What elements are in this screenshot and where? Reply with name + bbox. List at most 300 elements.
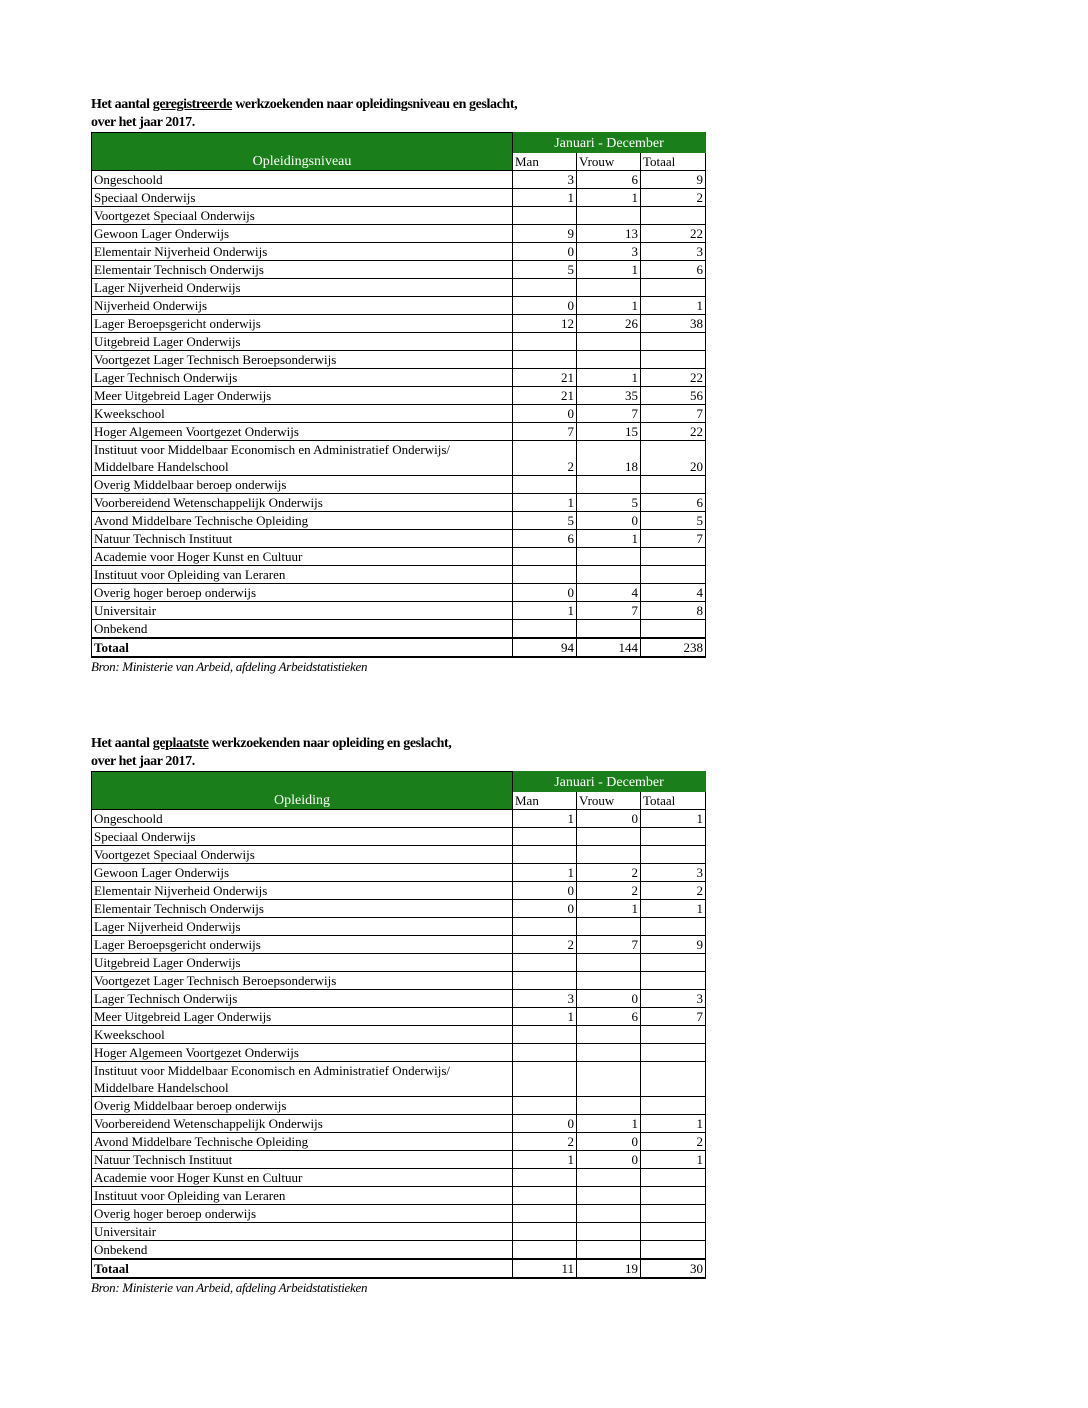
cell-totaal [641,954,706,972]
table-row [92,566,706,584]
row-label [92,810,513,828]
row-label [92,189,513,207]
total-row [92,638,706,657]
cell-totaal: 7 [641,530,706,548]
cell-man: 3 [513,171,577,189]
row-label [92,297,513,315]
cell-totaal [641,333,706,351]
cell-man: 0 [513,584,577,602]
table-row [92,351,706,369]
cell-totaal: 8 [641,602,706,620]
row-label [92,405,513,423]
cell-man: 6 [513,530,577,548]
row-label-text: Instituut voor Opleiding van Leraren [94,1188,286,1203]
row-label-text: Onbekend [94,1242,148,1257]
cell-totaal: 3 [641,864,706,882]
row-label [92,207,513,225]
cell-totaal [641,1044,706,1062]
row-label [92,1187,513,1205]
cell-totaal: 6 [641,494,706,512]
table-row [92,548,706,566]
total-label: Totaal [92,1259,513,1278]
cell-totaal: 1 [641,900,706,918]
cell-man [513,954,577,972]
row-label-text: Hoger Algemeen Voortgezet Onderwijs [94,1045,299,1060]
row-label-text: Voorbereidend Wetenschappelijk Onderwijs [94,495,323,510]
cell-man: 1 [513,1151,577,1169]
table-row [92,189,706,207]
table-row [92,225,706,243]
total-row [92,1259,706,1278]
cell-vrouw [577,566,641,584]
cell-totaal: 3 [641,243,706,261]
cell-vrouw: 1 [577,297,641,315]
row-label [92,1026,513,1044]
cell-totaal [641,620,706,639]
cell-totaal [641,1223,706,1241]
cell-vrouw: 7 [577,405,641,423]
row-label-text-line2: Middelbare Handelschool [94,459,229,474]
cell-totaal: 9 [641,171,706,189]
cell-vrouw: 7 [577,936,641,954]
cell-totaal [641,351,706,369]
cell-vrouw [577,1062,641,1097]
row-label [92,936,513,954]
row-label [92,1241,513,1260]
cell-vrouw [577,954,641,972]
row-label-text: Natuur Technisch Instituut [94,1152,233,1167]
table1-body [92,133,706,658]
cell-man [513,1205,577,1223]
table-row [92,1026,706,1044]
table2-body [92,772,706,1279]
cell-vrouw: 15 [577,423,641,441]
row-label [92,261,513,279]
cell-man [513,1223,577,1241]
table-row [92,1151,706,1169]
row-label [92,972,513,990]
cell-vrouw [577,846,641,864]
cell-man: 9 [513,225,577,243]
table-row [92,333,706,351]
table-row [92,1097,706,1115]
table2-col-man: Man [513,792,577,810]
row-label [92,494,513,512]
row-label [92,351,513,369]
total-man: 11 [513,1259,577,1278]
cell-totaal: 4 [641,584,706,602]
cell-vrouw [577,1097,641,1115]
cell-vrouw [577,1223,641,1241]
row-label-text: Avond Middelbare Technische Opleiding [94,1134,309,1149]
cell-man: 1 [513,810,577,828]
cell-totaal: 56 [641,387,706,405]
table-row [92,810,706,828]
row-label-text: Overig hoger beroep onderwijs [94,585,257,600]
cell-man [513,279,577,297]
table-row [92,828,706,846]
table2 [91,771,706,1279]
table-row [92,1133,706,1151]
row-label-text: Instituut voor Middelbaar Economisch en Administratief Onderwijs/ [94,442,450,457]
cell-vrouw [577,333,641,351]
cell-man: 2 [513,441,577,476]
row-label [92,512,513,530]
cell-vrouw [577,207,641,225]
cell-vrouw: 0 [577,990,641,1008]
cell-totaal: 2 [641,1133,706,1151]
table-row [92,387,706,405]
cell-vrouw: 7 [577,602,641,620]
cell-totaal: 20 [641,441,706,476]
cell-man: 7 [513,423,577,441]
cell-man: 3 [513,990,577,1008]
row-label-text: Instituut voor Middelbaar Economisch en Administratief Onderwijs/ [94,1063,450,1078]
row-label-text: Overig Middelbaar beroep onderwijs [94,1098,287,1113]
row-label [92,530,513,548]
row-label [92,333,513,351]
cell-vrouw: 2 [577,864,641,882]
table-row [92,972,706,990]
table-row [92,207,706,225]
cell-man: 0 [513,882,577,900]
cell-vrouw: 26 [577,315,641,333]
table-row [92,297,706,315]
cell-vrouw: 13 [577,225,641,243]
row-label-text: Kweekschool [94,406,165,421]
row-label [92,1044,513,1062]
table-row [92,918,706,936]
cell-man [513,351,577,369]
cell-man [513,207,577,225]
row-label-text: Nijverheid Onderwijs [94,298,208,313]
cell-totaal: 2 [641,882,706,900]
table-row [92,584,706,602]
row-label-text: Voortgezet Speciaal Onderwijs [94,208,255,223]
row-label-text: Lager Technisch Onderwijs [94,370,238,385]
cell-man [513,846,577,864]
row-label [92,918,513,936]
cell-totaal [641,1097,706,1115]
cell-totaal: 7 [641,405,706,423]
cell-man: 1 [513,189,577,207]
total-totaal: 238 [641,638,706,657]
table2-label-header: Opleiding [92,772,513,810]
cell-man: 21 [513,369,577,387]
row-label [92,171,513,189]
table1 [91,132,706,658]
table-row [92,1115,706,1133]
row-label [92,548,513,566]
table2-period-header: Januari - December [513,772,706,792]
row-label [92,243,513,261]
total-totaal: 30 [641,1259,706,1278]
cell-vrouw: 0 [577,1151,641,1169]
total-vrouw: 144 [577,638,641,657]
cell-vrouw [577,351,641,369]
total-vrouw: 19 [577,1259,641,1278]
cell-man: 12 [513,315,577,333]
cell-vrouw: 1 [577,369,641,387]
table-row [92,512,706,530]
cell-vrouw [577,1044,641,1062]
cell-vrouw [577,918,641,936]
table-row [92,936,706,954]
row-label-text: Lager Nijverheid Onderwijs [94,919,241,934]
cell-man: 0 [513,405,577,423]
cell-vrouw: 2 [577,882,641,900]
cell-vrouw [577,548,641,566]
table1-col-totaal: Totaal [641,153,706,171]
cell-vrouw: 0 [577,512,641,530]
row-label [92,441,513,476]
cell-totaal [641,476,706,494]
cell-man [513,1187,577,1205]
row-label [92,566,513,584]
table-row [92,1223,706,1241]
cell-totaal: 7 [641,1008,706,1026]
cell-man: 0 [513,243,577,261]
cell-man [513,1044,577,1062]
row-label [92,620,513,639]
row-label-text: Elementair Technisch Onderwijs [94,901,264,916]
cell-totaal: 38 [641,315,706,333]
placed-jobseekers-section [91,735,705,1297]
row-label [92,954,513,972]
row-label [92,387,513,405]
row-label-text: Lager Beroepsgericht onderwijs [94,316,261,331]
cell-vrouw: 6 [577,1008,641,1026]
cell-man [513,1097,577,1115]
cell-totaal: 9 [641,936,706,954]
table-row [92,602,706,620]
cell-man: 2 [513,1133,577,1151]
row-label [92,882,513,900]
table1-label-header: Opleidingsniveau [92,133,513,171]
table-row [92,1044,706,1062]
row-label [92,1133,513,1151]
table-row [92,243,706,261]
cell-vrouw [577,1187,641,1205]
row-label-text: Meer Uitgebreid Lager Onderwijs [94,1009,272,1024]
row-label [92,1008,513,1026]
row-label-text: Gewoon Lager Onderwijs [94,226,230,241]
cell-man [513,333,577,351]
registered-jobseekers-section [91,96,705,676]
total-man: 94 [513,638,577,657]
table-row [92,1169,706,1187]
cell-man [513,1026,577,1044]
table-row [92,369,706,387]
cell-man: 5 [513,512,577,530]
row-label-text: Universitair [94,1224,157,1239]
cell-totaal [641,1187,706,1205]
table-row [92,1187,706,1205]
cell-man [513,972,577,990]
cell-totaal [641,279,706,297]
table-row [92,900,706,918]
table2-col-vrouw: Vrouw [577,792,641,810]
row-label [92,828,513,846]
row-label-text-line2: Middelbare Handelschool [94,1080,229,1095]
table1-title: Het aantal geregistreerde werkzoekenden naar opleidingsniveau en geslacht, over het jaar 2017. [91,97,518,130]
row-label [92,315,513,333]
row-label [92,846,513,864]
cell-totaal [641,972,706,990]
table-row [92,990,706,1008]
cell-totaal: 22 [641,423,706,441]
cell-man: 1 [513,494,577,512]
table1-source: Bron: Ministerie van Arbeid, afdeling Arbeidstatistieken [91,659,368,674]
table-row [92,1241,706,1260]
cell-vrouw: 1 [577,530,641,548]
cell-totaal [641,828,706,846]
cell-vrouw [577,828,641,846]
cell-vrouw: 1 [577,1115,641,1133]
table-row [92,261,706,279]
row-label-text: Lager Beroepsgericht onderwijs [94,937,261,952]
cell-totaal [641,207,706,225]
table-row [92,530,706,548]
table1-period-header: Januari - December [513,133,706,153]
row-label [92,1097,513,1115]
row-label-text: Ongeschoold [94,172,163,187]
cell-vrouw [577,620,641,639]
cell-totaal: 22 [641,369,706,387]
row-label-text: Universitair [94,603,157,618]
table-row [92,1205,706,1223]
row-label-text: Lager Technisch Onderwijs [94,991,238,1006]
table-row [92,1008,706,1026]
row-label [92,1062,513,1097]
row-label [92,864,513,882]
cell-vrouw [577,279,641,297]
cell-man [513,548,577,566]
row-label-text: Voorbereidend Wetenschappelijk Onderwijs [94,1116,323,1131]
row-label-text: Ongeschoold [94,811,163,826]
row-label-text: Uitgebreid Lager Onderwijs [94,334,241,349]
row-label-text: Natuur Technisch Instituut [94,531,233,546]
cell-man [513,620,577,639]
cell-man: 0 [513,297,577,315]
table1-col-man: Man [513,153,577,171]
row-label-text: Elementair Nijverheid Onderwijs [94,244,268,259]
row-label-text: Overig Middelbaar beroep onderwijs [94,477,287,492]
row-label [92,900,513,918]
row-label [92,1205,513,1223]
row-label-text: Voortgezet Lager Technisch Beroepsonderwijs [94,352,337,367]
row-label-text: Overig hoger beroep onderwijs [94,1206,257,1221]
row-label [92,225,513,243]
row-label [92,1169,513,1187]
cell-man [513,828,577,846]
cell-totaal [641,846,706,864]
table-row [92,1062,706,1097]
row-label [92,476,513,494]
cell-man [513,918,577,936]
row-label [92,279,513,297]
cell-vrouw: 1 [577,261,641,279]
cell-vrouw: 18 [577,441,641,476]
row-label-text: Kweekschool [94,1027,165,1042]
cell-man: 5 [513,261,577,279]
table-row [92,423,706,441]
cell-totaal: 6 [641,261,706,279]
table-row [92,476,706,494]
cell-totaal: 2 [641,189,706,207]
table2-col-totaal: Totaal [641,792,706,810]
cell-vrouw: 5 [577,494,641,512]
cell-totaal [641,1205,706,1223]
row-label-text: Speciaal Onderwijs [94,829,196,844]
cell-man: 21 [513,387,577,405]
row-label-text: Uitgebreid Lager Onderwijs [94,955,241,970]
cell-man: 1 [513,602,577,620]
row-label [92,423,513,441]
table-row [92,405,706,423]
cell-vrouw: 0 [577,1133,641,1151]
cell-totaal: 22 [641,225,706,243]
row-label-text: Academie voor Hoger Kunst en Cultuur [94,549,303,564]
cell-totaal [641,1241,706,1260]
total-label: Totaal [92,638,513,657]
table-row [92,864,706,882]
cell-man: 1 [513,1008,577,1026]
row-label-text: Voortgezet Lager Technisch Beroepsonderwijs [94,973,337,988]
cell-vrouw: 0 [577,810,641,828]
row-label-text: Meer Uitgebreid Lager Onderwijs [94,388,272,403]
cell-man: 1 [513,864,577,882]
cell-vrouw [577,1241,641,1260]
cell-vrouw [577,1169,641,1187]
row-label [92,584,513,602]
cell-totaal [641,548,706,566]
row-label-text: Avond Middelbare Technische Opleiding [94,513,309,528]
table2-title: Het aantal geplaatste werkzoekenden naar opleiding en geslacht, over het jaar 2017. [91,736,452,769]
cell-totaal [641,566,706,584]
cell-totaal [641,1026,706,1044]
cell-vrouw: 4 [577,584,641,602]
table-row [92,171,706,189]
cell-vrouw: 35 [577,387,641,405]
cell-man: 2 [513,936,577,954]
row-label [92,369,513,387]
cell-totaal [641,918,706,936]
cell-vrouw [577,1205,641,1223]
table2-source: Bron: Ministerie van Arbeid, afdeling Arbeidstatistieken [91,1280,368,1295]
row-label [92,1223,513,1241]
table-row [92,441,706,476]
cell-totaal [641,1169,706,1187]
row-label-text: Lager Nijverheid Onderwijs [94,280,241,295]
row-label [92,602,513,620]
cell-man [513,1169,577,1187]
cell-totaal: 1 [641,810,706,828]
row-label-text: Academie voor Hoger Kunst en Cultuur [94,1170,303,1185]
table-row [92,315,706,333]
cell-vrouw: 6 [577,171,641,189]
cell-totaal: 5 [641,512,706,530]
cell-man: 0 [513,900,577,918]
table-row [92,494,706,512]
row-label-text: Instituut voor Opleiding van Leraren [94,567,286,582]
row-label-text: Speciaal Onderwijs [94,190,196,205]
cell-totaal: 1 [641,1151,706,1169]
cell-man [513,566,577,584]
cell-man [513,1241,577,1260]
cell-man [513,476,577,494]
row-label-text: Elementair Nijverheid Onderwijs [94,883,268,898]
